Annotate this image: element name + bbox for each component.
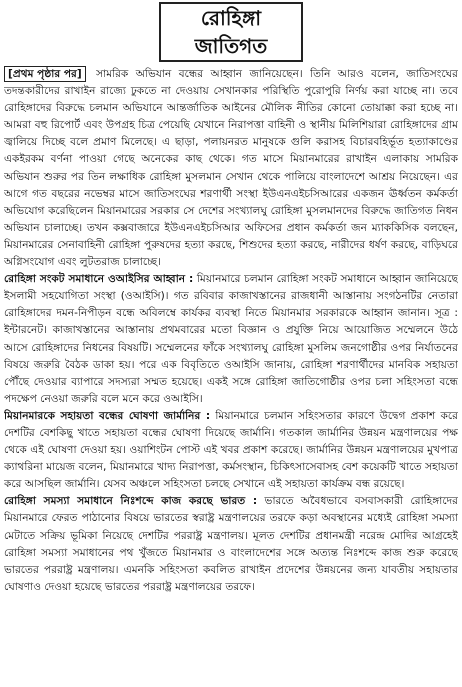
article-headline: রোহিঙ্গা জাতিগত: [159, 2, 303, 62]
paragraph-oic: [4, 271, 458, 408]
subhead-india: রোহিঙ্গা সমস্যা সমাধানে নিঃশব্দে কাজ করছে ভারত :: [4, 495, 258, 508]
subhead-oic: রোহিঙ্গা সংকট সমাধানে ওআইসির আহ্বান :: [4, 273, 194, 286]
continued-from-front-page-label: [প্রথম পৃষ্ঠার পর]: [4, 66, 86, 82]
paragraph-germany: [4, 408, 458, 493]
paragraph-germany-text: মিয়ানমারে চলমান সহিংসতার কারণে উদ্বেগ প্রকাশ করে দেশটির বেশকিছু খাতে সহায়তা বন্ধের ঘোষণা দিয়েছে জার্মানি। গতকাল জার্মানির উন্নয়ন মন্ত্রণালয়ের পক্ষ থেকে এই ঘোষণা দেওয়া হয়। ওয়াশিংটন পোস্ট এই খবর প্রকাশ করেছে। জার্মানির উন্নয়ন মন্ত্রণালয়ের মুখপাত্র ক্যাথরিনা মায়েজ বলেন, মিয়ানমারে খাদ্য নিরাপত্তা, কর্মসংস্থান, চিকিৎসাসেবাসহ বেশ কয়েকটি খাতে সহায়তা করে আসছিল জার্মানি। যেসব অঞ্চলে সহিংসতা চলছে সেখানে এই সহায়তা কার্যক্রম বন্ধ রয়েছে।: [4, 409, 458, 491]
paragraph-india-text: ভারতে অবৈধভাবে বসবাসকারী রোহিঙ্গাদের মিয়ানমারে ফেরত পাঠানোর বিষয়ে ভারতের স্বরাষ্ট্র মন্ত্রণালয়ের তরফে কড়া অবস্থানের মধ্যেই রোহিঙ্গা সমস্যা মেটাতে সক্রিয় ভূমিকা নিয়েছে দেশটির পররাষ্ট্র মন্ত্রণালয়। মূলত দেশটির প্রধানমন্ত্রী নরেন্দ্র মোদির আগ্রহেই রোহিঙ্গা সমস্যা সমাধানের পথ খুঁজতে মিয়ানমার ও বাংলাদেশের সঙ্গে অত্যন্ত নিঃশব্দে কাজ শুরু করেছে ভারতের পররাষ্ট্র মন্ত্রণালয়। এমনকি সহিংসতা কবলিত রাখাইন প্রদেশের উন্নয়নের জন্য যাবতীয় সহায়তার ঘোষণাও দেওয়া হয়েছে ভারতের পররাষ্ট্র মন্ত্রণালয়ের তরফে।: [4, 495, 458, 593]
paragraph-india: [4, 493, 458, 596]
newspaper-clipping: [4, 2, 458, 685]
article-body: [4, 66, 458, 596]
paragraph-intro: [4, 66, 458, 271]
paragraph-intro-text: সামরিক অভিযান বন্ধের আহ্বান জানিয়েছেন। তিনি আরও বলেন, জাতিসংঘের তদন্তকারীদের রাখাইন রাজ্যে ঢুকতে না দেওয়ায় সেখানকার পরিস্থিতি পুরোপুরি নির্ণয় করা যাচ্ছে না। তবে রোহিঙ্গাদের বিরুদ্ধে চলমান অভিযানে আন্তর্জাতিক আইনের মৌলিক নীতির কোনো তোয়াক্কা করা হচ্ছে না। আমরা বহু রিপোর্ট এবং উপগ্রহ চিত্র পেয়েছি যেখানে নিরাপত্তা বাহিনী ও স্থানীয় মিলিশিয়ারা রোহিঙ্গাদের গ্রাম জ্বালিয়ে দিচ্ছে বলে প্রমাণ মিলেছে। এ ছাড়া, পলায়নরত মানুষকে গুলি করাসহ বিচারবহির্ভূত হত্যাকাণ্ডের একইরকম বর্ণনা পাওয়া গেছে অনেকের কাছ থেকে। গত মাসে মিয়ানমারের রাখাইন এলাকায় সামরিক অভিযান শুরুর পর তিন লক্ষাধিক রোহিঙ্গা মুসলমান সেখান থেকে পালিয়ে বাংলাদেশে আশ্রয় নিয়েছেন। এর আগে গত বছরের নভেম্বর মাসে জাতিসংঘের শরণার্থী সংস্থা ইউএনএইচসিআরের একজন ঊর্ধ্বতন কর্মকর্তা অভিযোগ করেছিলেন মিয়ানমারের সরকার সে দেশের সংখ্যালঘু রোহিঙ্গা মুসলমানদের বিরুদ্ধে জাতিগত নিধন অভিযান চালাচ্ছে। তখন কক্সবাজারে ইউএনএইচসিআর অফিসের প্রধান কর্মকর্তা জন ম্যাককিসিক বলছেন, মিয়ানমারের সেনাবাহিনী রোহিঙ্গা পুরুষদের হত্যা করছে, শিশুদের হত্যা করছে, নারীদের ধর্ষণ করছে, বাড়িঘরে অগ্নিসংযোগ এবং লুটতরাজ চালাচ্ছে।: [4, 68, 458, 269]
subhead-germany: মিয়ানমারকে সহায়তা বন্ধের ঘোষণা জার্মানির :: [4, 409, 211, 422]
paragraph-oic-text: মিয়ানমারে চলমান রোহিঙ্গা সংকট সমাধানে আহ্বান জানিয়েছে ইসলামী সহযোগিতা সংস্থা (ওআইসি)। গত রবিবার কাজাখস্তানের রাজধানী আস্তানায় সংগঠনটির নেতারা রোহিঙ্গাদের দমন-নিপীড়ন বন্ধে অবিলম্বে কার্যকর ব্যবস্থা নিতে মিয়ানমার সরকারকে আহ্বান জানান। সূত্র : ইন্টারনেট। কাজাখস্তানের আস্তানায় প্রথমবারের মতো বিজ্ঞান ও প্রযুক্তি নিয়ে আয়োজিত সম্মেলনে উঠে আসে রোহিঙ্গাদের নিধনের বিষয়টি। সম্মেলনের ফাঁকে সংখ্যালঘু রোহিঙ্গা মুসলিম জনগোষ্ঠীর ওপর নির্যাতনের বিষয়ে জরুরি বৈঠক ডাকা হয়। পরে এক বিবৃতিতে ওআইসি জানায়, রোহিঙ্গা শরণার্থীদের মানবিক সহায়তা পৌঁছে দেওয়ার ব্যাপারে সদস্যরা সম্মত হয়েছে। একই সঙ্গে রোহিঙ্গা জাতিগোষ্ঠীর ওপর চলা সহিংসতা বন্ধে পদক্ষেপ নেওয়া জরুরি বলে মনে করে ওআইসি।: [4, 273, 458, 405]
